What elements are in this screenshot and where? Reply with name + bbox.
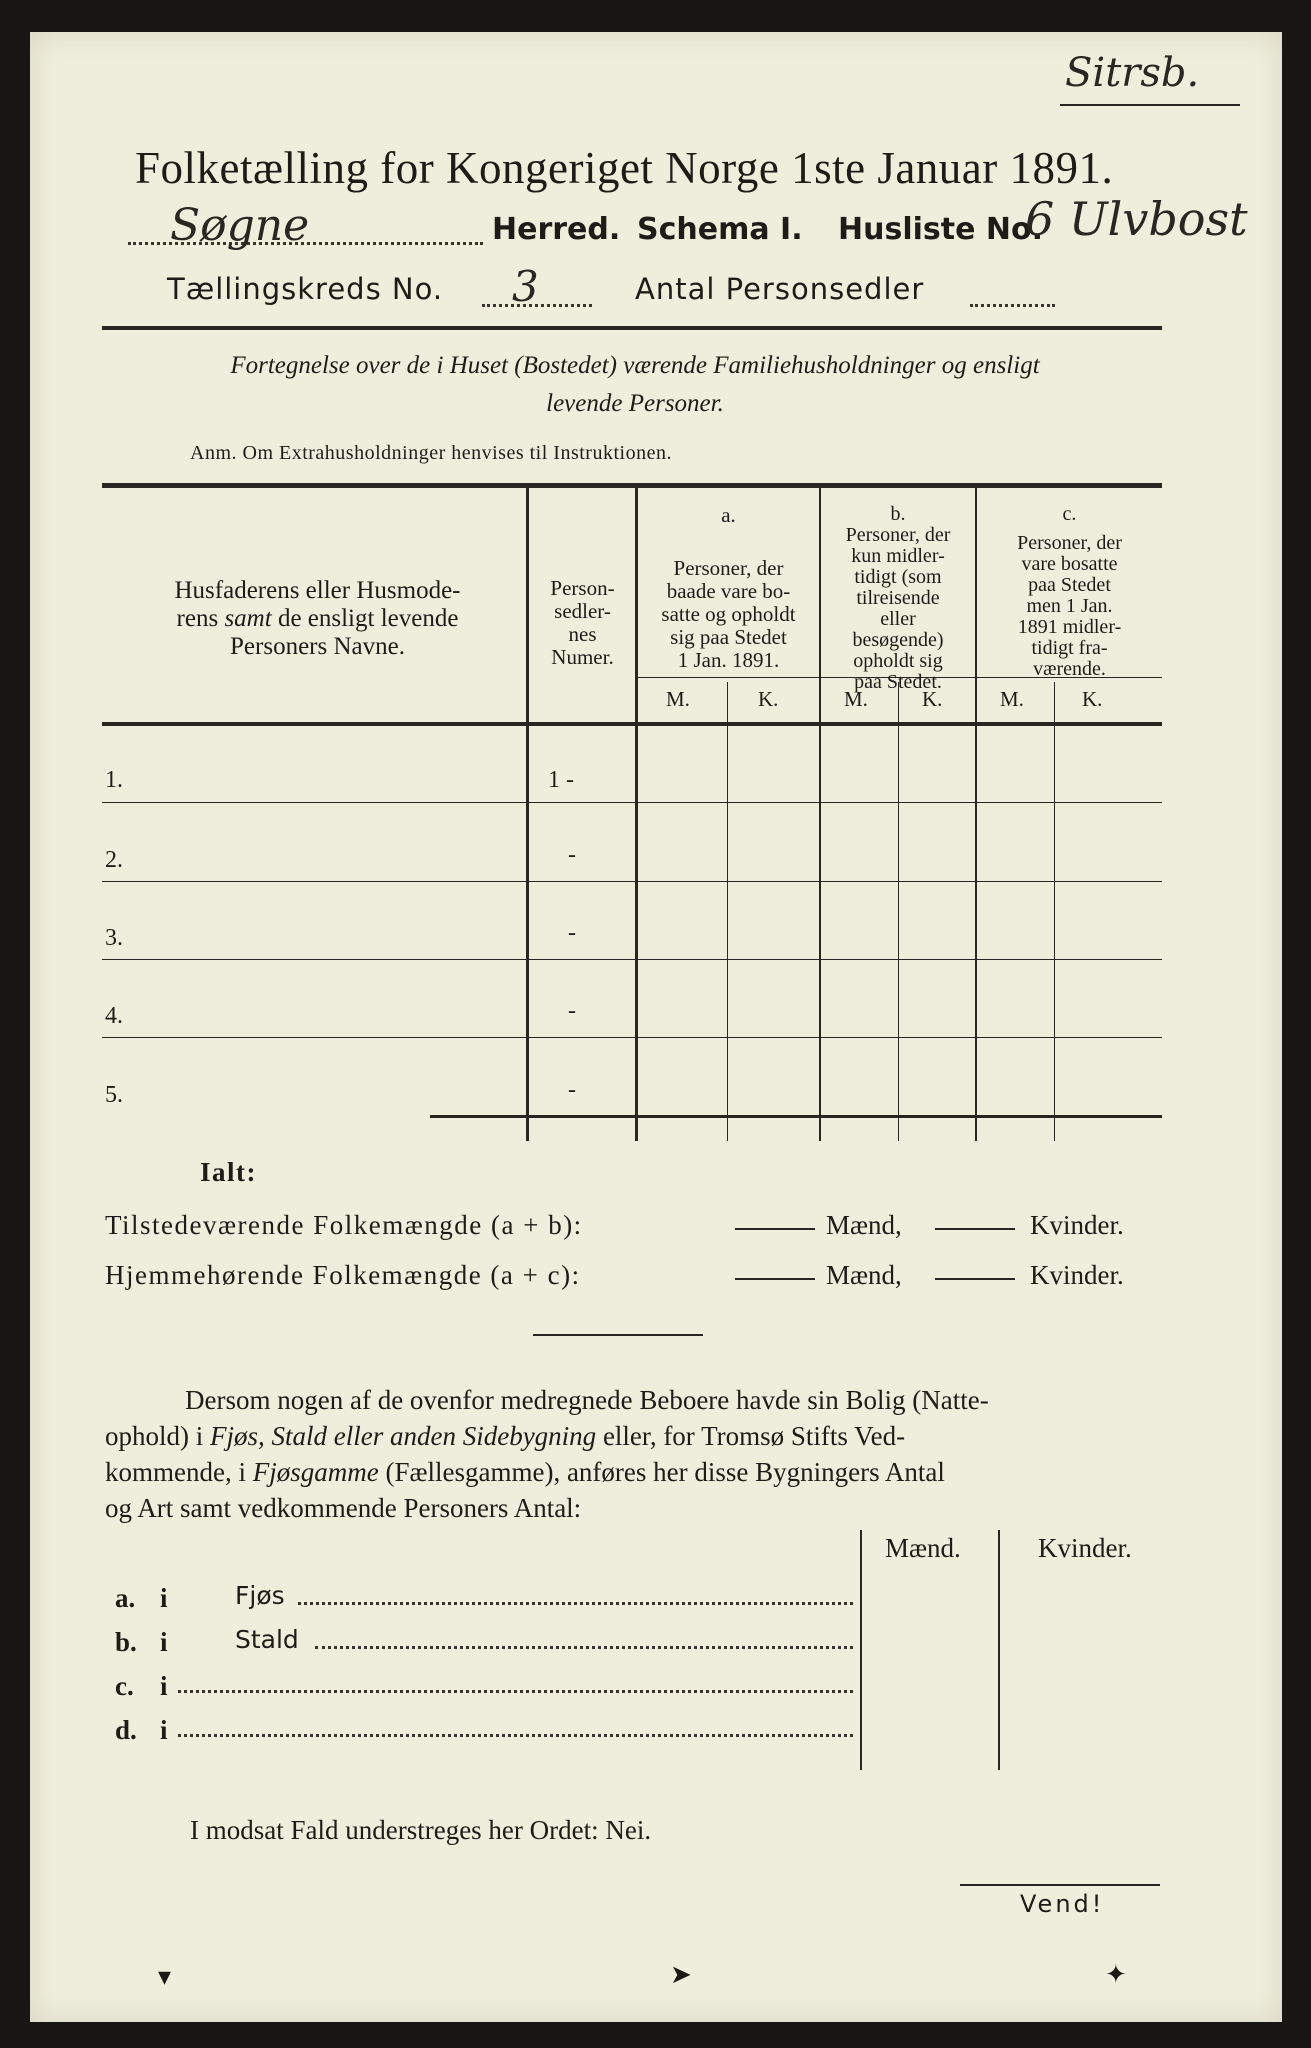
row-5-rule bbox=[430, 1115, 1162, 1118]
col-head-c-l6: tidigt fra- bbox=[1031, 637, 1108, 659]
para-l3c: (Fællesgamme), anføres her disse Bygningers Antal bbox=[378, 1457, 945, 1487]
col-head-c-letter: c. bbox=[1062, 503, 1077, 525]
corner-handwriting: Sitrsb. bbox=[1065, 50, 1200, 96]
col-head-names-l3: Personers Navne. bbox=[230, 633, 405, 660]
col-head-numer-l4: Numer. bbox=[551, 645, 614, 669]
row-4-number: 4. bbox=[105, 1003, 123, 1029]
hjemme-kvinder: Kvinder. bbox=[1030, 1260, 1124, 1290]
hjemme-kvinder-blank[interactable] bbox=[935, 1278, 1015, 1280]
item-b-dotted-line[interactable] bbox=[315, 1646, 853, 1649]
form-title: Folketælling for Kongeriget Norge 1ste Januar 1891. bbox=[135, 143, 1114, 193]
item-a-dotted-line[interactable] bbox=[298, 1602, 853, 1605]
hjemme-label: Hjemmehørende Folkemængde (a + c): bbox=[105, 1260, 581, 1290]
col-head-c-l5: 1891 midler- bbox=[1017, 616, 1122, 638]
col-head-names-l2b: samt bbox=[224, 605, 272, 632]
para-line-1: Dersom nogen af de ovenfor medregnede Beboere havde sin Bolig (Natte- bbox=[185, 1385, 989, 1415]
col-head-numer bbox=[530, 577, 635, 669]
item-b-letter: b. bbox=[115, 1627, 137, 1657]
kreds-handwriting[interactable]: 3 bbox=[512, 262, 539, 311]
row-3-numer: - bbox=[568, 920, 576, 946]
row-3-rule bbox=[102, 959, 1162, 960]
tilstede-maend: Mænd, bbox=[826, 1210, 902, 1240]
col-head-b-l7: opholdt sig bbox=[853, 650, 943, 672]
para-l3b: Fjøsgamme bbox=[252, 1457, 379, 1487]
col-head-c-l7: værende. bbox=[1033, 658, 1106, 680]
col-head-a-l1: Personer, der bbox=[673, 556, 784, 580]
corner-underline bbox=[1060, 104, 1240, 106]
b-m-label: M. bbox=[844, 687, 868, 711]
col-head-names-l2c: de ensligt levende bbox=[271, 605, 459, 632]
bottom-center-mark-icon: ➤ bbox=[670, 1960, 692, 1990]
col-head-b-l6: besøgende) bbox=[852, 629, 944, 651]
row-1-number: 1. bbox=[105, 767, 123, 793]
modsat-note: I modsat Fald understreges her Ordet: Nei. bbox=[190, 1815, 652, 1845]
row-2-number: 2. bbox=[105, 847, 123, 873]
row-1-numer: 1 - bbox=[548, 767, 574, 793]
col-head-b-l5: eller bbox=[880, 608, 916, 630]
row-5-numer: - bbox=[568, 1077, 576, 1103]
item-a-label: Fjøs bbox=[235, 1581, 285, 1610]
mk-divider-b bbox=[898, 682, 899, 1141]
c-k-label: K. bbox=[1082, 687, 1103, 711]
vend-rule bbox=[960, 1884, 1160, 1886]
row-2-numer: - bbox=[568, 842, 576, 868]
para-line-4: og Art samt vedkommende Personers Antal: bbox=[105, 1493, 582, 1523]
header-rule bbox=[102, 326, 1162, 330]
mk-divider-a bbox=[727, 682, 728, 1141]
para-l3a: kommende, i bbox=[105, 1457, 253, 1487]
col-head-numer-l1: Person- bbox=[550, 576, 615, 600]
col-head-b-letter: b. bbox=[890, 503, 906, 525]
herred-label: Herred. bbox=[492, 212, 621, 247]
item-c-dotted-line[interactable] bbox=[178, 1690, 853, 1693]
row-4-rule bbox=[102, 1037, 1162, 1038]
bottom-left-mark-icon: ▾ bbox=[158, 1962, 172, 1992]
anm-note: Anm. Om Extrahusholdninger henvises til Instruktionen. bbox=[190, 442, 672, 464]
row-4-numer: - bbox=[568, 998, 576, 1024]
para-line-3 bbox=[105, 1454, 1165, 1490]
herred-handwriting[interactable]: Søgne bbox=[170, 200, 310, 251]
table-head-bottom-rule bbox=[102, 722, 1162, 726]
item-b-label: Stald bbox=[235, 1625, 299, 1654]
intro-line-2: levende Personer. bbox=[546, 390, 724, 417]
col-head-a bbox=[638, 504, 819, 672]
item-d-i: i bbox=[160, 1715, 168, 1745]
col-head-names-l2 bbox=[110, 605, 525, 633]
col-head-b-l8: paa Stedet. bbox=[854, 671, 942, 693]
para-l2a: ophold) i bbox=[105, 1421, 210, 1451]
col-head-c-l2: vare bosatte bbox=[1021, 553, 1118, 575]
schema-label: Schema I. bbox=[637, 212, 803, 247]
col-head-b-l1: Personer, der bbox=[845, 524, 951, 546]
col-head-numer-l3: nes bbox=[568, 622, 597, 646]
col-head-numer-l2: sedler- bbox=[554, 599, 611, 623]
husliste-handwriting[interactable]: 6 Ulvbost bbox=[1025, 192, 1248, 246]
para-line-2 bbox=[105, 1418, 1165, 1454]
para-l2b: Fjøs, Stald eller anden Sidebygning bbox=[210, 1421, 597, 1451]
bottom-paragraph bbox=[105, 1382, 1165, 1526]
col-head-a-l3: satte og opholdt bbox=[661, 602, 796, 626]
kreds-label: Tællingskreds No. bbox=[167, 272, 444, 306]
col-head-b bbox=[821, 504, 975, 693]
item-a-i: i bbox=[160, 1583, 168, 1613]
hjemme-maend: Mænd, bbox=[826, 1260, 902, 1290]
tilstede-maend-blank[interactable] bbox=[735, 1228, 815, 1230]
para-l2c: eller, for Tromsø Stifts Ved- bbox=[596, 1421, 906, 1451]
col-head-c-l3: paa Stedet bbox=[1028, 574, 1111, 596]
a-m-label: M. bbox=[666, 687, 690, 711]
col-head-a-l5: 1 Jan. 1891. bbox=[677, 648, 780, 672]
kvinder-head: Kvinder. bbox=[1038, 1533, 1132, 1563]
col-head-a-letter: a. bbox=[721, 503, 736, 527]
item-c-letter: c. bbox=[115, 1671, 134, 1701]
mk-divider-c bbox=[1054, 682, 1055, 1141]
small-table-divider-2 bbox=[998, 1530, 1000, 1770]
personsedler-label: Antal Personsedler bbox=[635, 272, 925, 306]
row-2-rule bbox=[102, 881, 1162, 882]
a-k-label: K. bbox=[758, 687, 779, 711]
small-table-divider-1 bbox=[860, 1530, 862, 1770]
vend-label: Vend! bbox=[1020, 1890, 1105, 1918]
col-head-b-l2: kun midler- bbox=[851, 545, 945, 567]
b-k-label: K. bbox=[922, 687, 943, 711]
tilstede-kvinder-blank[interactable] bbox=[935, 1228, 1015, 1230]
col-head-c-l4: men 1 Jan. bbox=[1026, 595, 1113, 617]
maend-head: Mænd. bbox=[885, 1533, 961, 1563]
row-1-rule bbox=[102, 802, 1162, 803]
tilstede-label: Tilstedeværende Folkemængde (a + b): bbox=[105, 1210, 583, 1240]
husliste-label: Husliste No. bbox=[838, 212, 1043, 247]
bottom-right-mark-icon: ✦ bbox=[1105, 1960, 1127, 1990]
col-head-a-l4: sig paa Stedet bbox=[670, 625, 787, 649]
col-head-names-l1: Husfaderens eller Husmode- bbox=[174, 577, 461, 604]
col-head-c bbox=[977, 504, 1162, 680]
intro-line-1: Fortegnelse over de i Huset (Bostedet) værende Familiehusholdninger og ensligt bbox=[230, 352, 1040, 379]
item-a-letter: a. bbox=[115, 1583, 136, 1613]
item-c-i: i bbox=[160, 1671, 168, 1701]
row-5-number: 5. bbox=[105, 1082, 123, 1108]
col-head-b-l4: tilreisende bbox=[856, 587, 940, 609]
hjemme-maend-blank[interactable] bbox=[735, 1278, 815, 1280]
col-head-c-l1: Personer, der bbox=[1017, 532, 1122, 554]
col-head-names bbox=[110, 577, 525, 661]
col-head-a-l2: baade vare bo- bbox=[666, 579, 791, 603]
c-m-label: M. bbox=[1000, 687, 1024, 711]
table-top-rule bbox=[102, 483, 1162, 488]
col-divider-names bbox=[526, 488, 529, 1141]
item-b-i: i bbox=[160, 1627, 168, 1657]
row-3-number: 3. bbox=[105, 925, 123, 951]
census-form-page bbox=[30, 32, 1282, 2022]
tilstede-kvinder: Kvinder. bbox=[1030, 1210, 1124, 1240]
item-d-dotted-line[interactable] bbox=[178, 1734, 853, 1737]
col-head-names-l2a: rens bbox=[176, 605, 225, 632]
ialt-label: Ialt: bbox=[200, 1157, 257, 1187]
mk-top-rule-a bbox=[636, 677, 819, 678]
col-head-b-l3: tidigt (som bbox=[854, 566, 942, 588]
personsedler-dotted-line bbox=[970, 304, 1055, 307]
separator-rule bbox=[533, 1334, 703, 1336]
item-d-letter: d. bbox=[115, 1715, 137, 1745]
